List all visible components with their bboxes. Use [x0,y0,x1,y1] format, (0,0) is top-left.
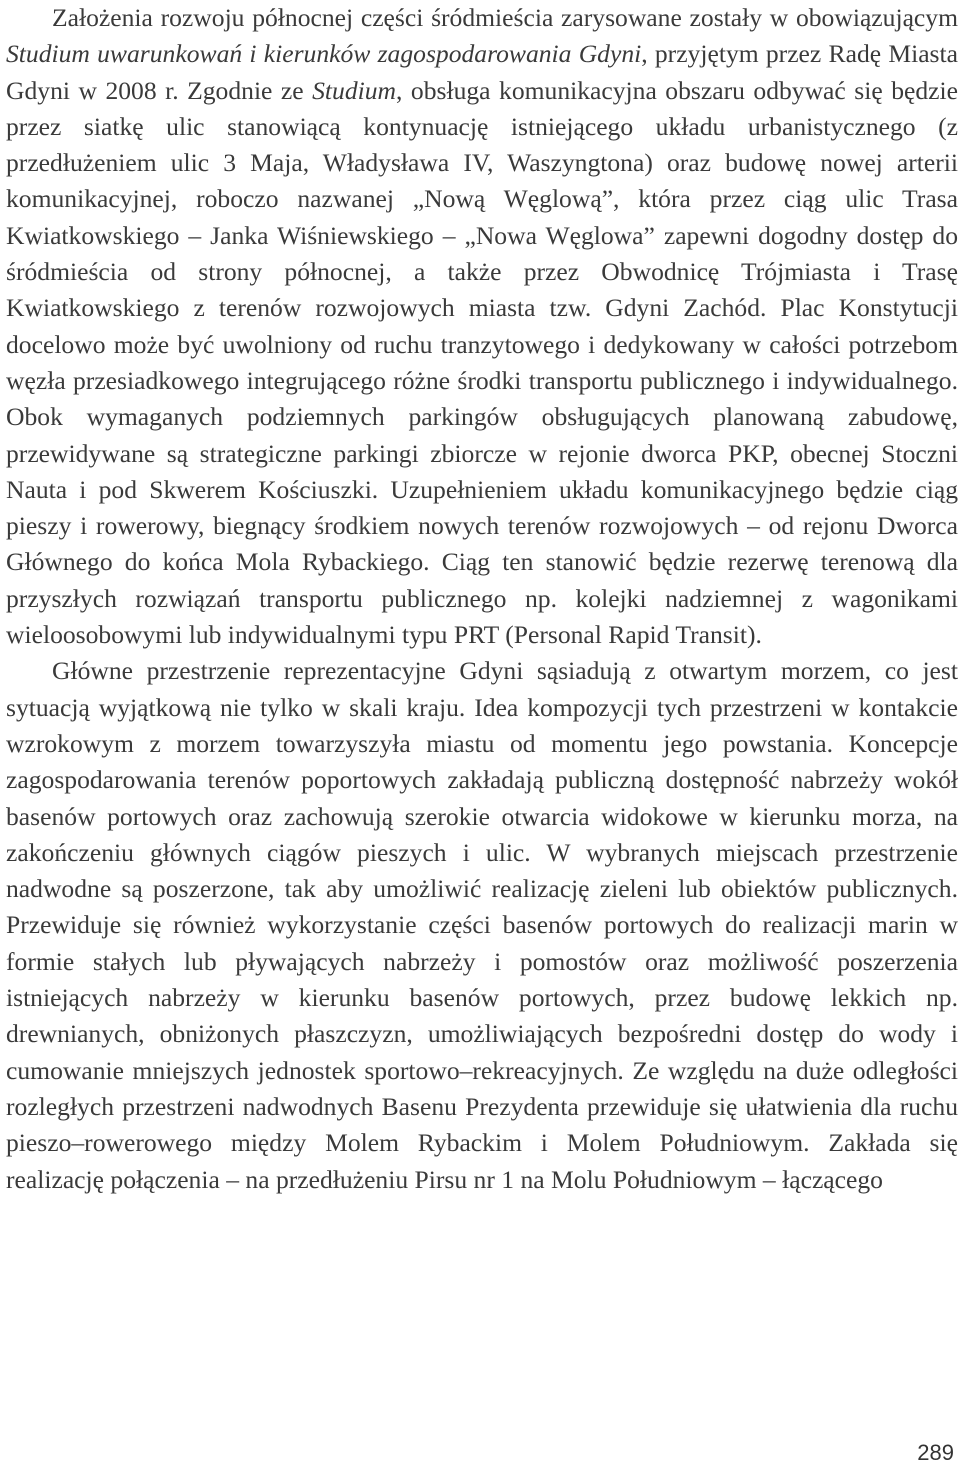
paragraph-1 [6,0,958,653]
page-number: 289 [917,1440,954,1465]
paragraph-1-segment: , obsługa komunikacyjna obszaru odbywać się będzie przez siatkę ulic stanowiącą kontynuację istniejącego układu urbanistycznego (z przedłużeniem ulic 3 Maja, Władysława IV, Waszyngtona) oraz budowę nowej arterii komunikacyjnej, roboczo nazwanej „Nową Węglową”, która przez ciąg ulic Trasa Kwiatkowskiego – Janka Wiśniewskiego – „Nowa Węglowa” zapewni dogodny dostęp do śródmieścia od strony północnej, a także przez Obwodnicę Trójmiasta i Trasę Kwiatkowskiego z terenów rozwojowych miasta tzw. Gdyni Zachód. Plac Konstytucji docelowo może być uwolniony od ruchu tranzytowego i dedykowany w całości potrzebom węzła przesiadkowego integrującego różne środki transportu publicznego i indywidualnego. Obok wymaganych podziemnych parkingów obsługujących planowaną zabudowę, przewidywane są strategiczne parkingi zbiorcze w rejonie dworca PKP, obecnej Stoczni Nauta i pod Skwerem Kościuszki. Uzupełnieniem układu komunikacyjnego będzie ciąg pieszy i rowerowy, biegnący środkiem nowych terenów rozwojowych – od rejonu Dworca Głównego do końca Mola Rybackiego. Ciąg ten stanowić będzie rezerwę terenową dla przyszłych rozwiązań transportu publicznego np. kolejki nadziemnej z wagonikami wieloosobowymi lub indywidualnymi typu PRT (Personal Rapid Transit). [6,75,958,650]
document-page [6,0,958,1198]
paragraph-1-segment: , przyjętym przez Radę Miasta Gdyni w 2008 r. Zgodnie ze [6,39,958,105]
paragraph-1-segment: Założenia rozwoju północnej części śródmieścia zarysowane zostały w obowiązującym [52,3,958,32]
paragraph-2 [6,653,958,1197]
paragraph-2-segment: Główne przestrzenie reprezentacyjne Gdyni sąsiadują z otwartym morzem, co jest sytuacją wyjątkową nie tylko w skali kraju. Idea kompozycji tych przestrzeni w kontakcie wzrokowym z morzem towarzyszyła miastu od momentu jego powstania. Koncepcje zagospodarowania terenów poportowych zakładają publiczną dostępność nabrzeży wokół basenów portowych oraz zachowują szerokie otwarcia widokowe w kierunku morza, na zakończeniu głównych ciągów pieszych i ulic. W wybranych miejscach przestrzenie nadwodne są poszerzone, tak aby umożliwić realizację zieleni lub obiektów publicznych. Przewiduje się również wykorzystanie części basenów portowych do realizacji marin w formie stałych lub pływających nabrzeży i pomostów oraz możliwość poszerzenia istniejących nabrzeży w kierunku basenów portowych, przez budowę lekkich np. drewnianych, obniżonych płaszczyzn, umożliwiających bezpośredni dostęp do wody i cumowanie mniejszych jednostek sportowo–rekreacyjnych. Ze względu na duże odległości rozległych przestrzeni nadwodnych Basenu Prezydenta przewiduje się ułatwienia dla ruchu pieszo–rowerowego między Molem Rybackim i Molem Południowym. Zakłada się realizację połączenia – na przedłużeniu Pirsu nr 1 na Molu Południowym – łączącego [6,656,958,1194]
paragraph-1-segment-italic: Studium [312,75,397,105]
paragraph-1-segment-italic: Studium uwarunkowań i kierunków zagospodarowania Gdyni [6,39,642,69]
